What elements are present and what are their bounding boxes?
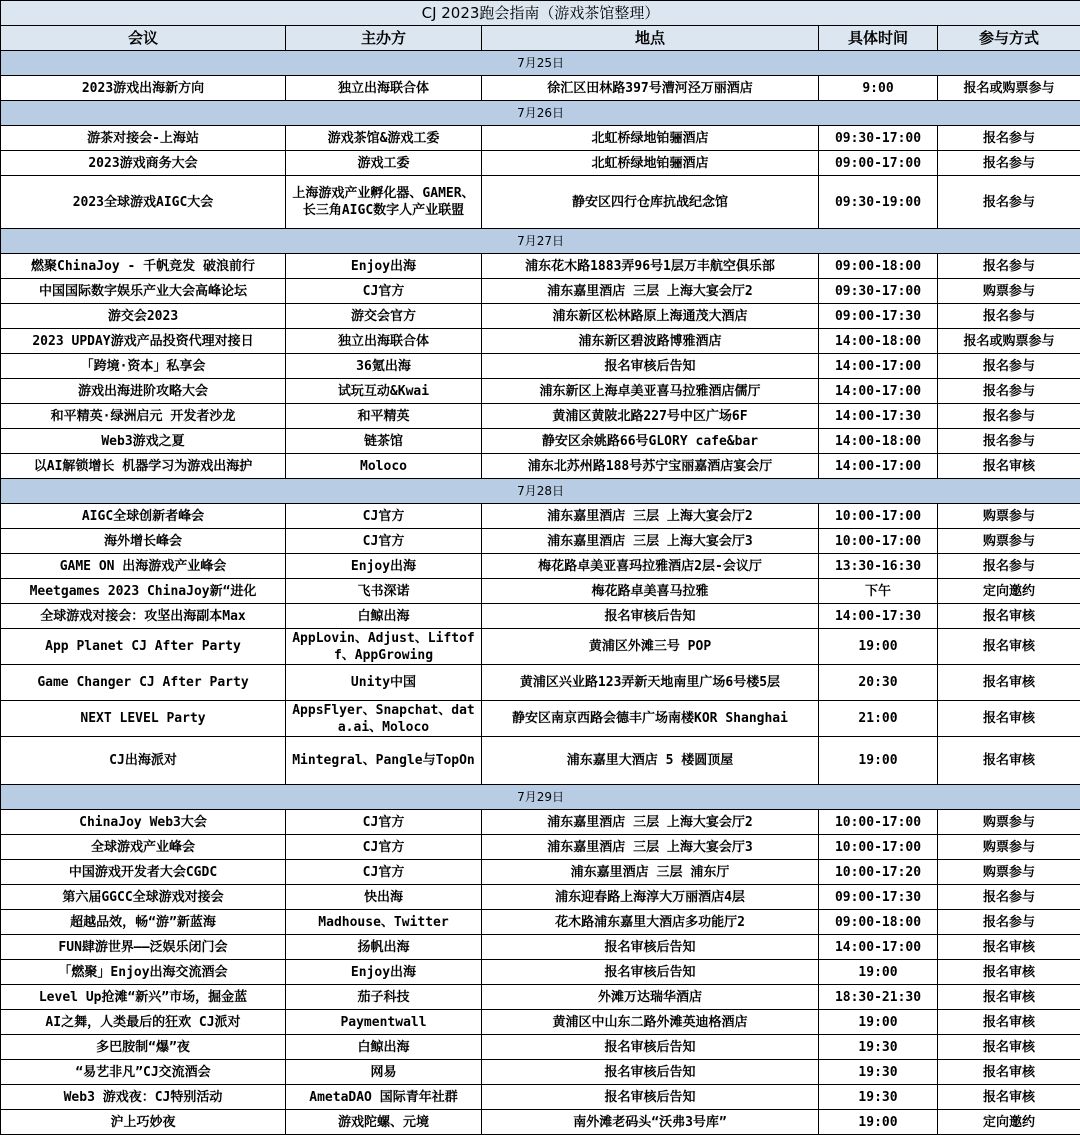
organizer-cell: 网易: [286, 1060, 482, 1085]
participation-cell: 购票参与: [938, 835, 1080, 860]
organizer-cell: 独立出海联合体: [286, 76, 482, 101]
date-label: 7月25日: [1, 51, 1080, 76]
participation-cell: 报名参与: [938, 126, 1080, 151]
organizer-cell: AmetaDAO 国际青年社群: [286, 1085, 482, 1110]
meeting-cell: AIGC全球创新者峰会: [1, 504, 286, 529]
date-row: [1, 229, 1080, 254]
participation-cell: 报名参与: [938, 354, 1080, 379]
date-label: 7月26日: [1, 101, 1080, 126]
organizer-cell: Madhouse、Twitter: [286, 910, 482, 935]
table-row: [1, 810, 1080, 835]
participation-cell: 报名参与: [938, 554, 1080, 579]
time-cell: 19:00: [819, 629, 938, 665]
meeting-cell: AI之舞，人类最后的狂欢 CJ派对: [1, 1010, 286, 1035]
organizer-cell: 白鲸出海: [286, 604, 482, 629]
table-row: [1, 304, 1080, 329]
table-row: [1, 960, 1080, 985]
meeting-cell: Game Changer CJ After Party: [1, 665, 286, 701]
meeting-cell: 燃聚ChinaJoy - 千帆竞发 破浪前行: [1, 254, 286, 279]
location-cell: 南外滩老码头“沃弗3号库”: [482, 1110, 819, 1135]
time-cell: 9:00: [819, 76, 938, 101]
time-cell: 14:00-17:00: [819, 935, 938, 960]
organizer-cell: 游戏茶馆&游戏工委: [286, 126, 482, 151]
participation-cell: 定向邀约: [938, 1110, 1080, 1135]
meeting-cell: 游茶对接会-上海站: [1, 126, 286, 151]
header-meeting: 会议: [1, 26, 286, 51]
location-cell: 黄浦区兴业路123弄新天地南里广场6号楼5层: [482, 665, 819, 701]
meeting-cell: 沪上巧妙夜: [1, 1110, 286, 1135]
time-cell: 10:00-17:00: [819, 835, 938, 860]
meeting-cell: NEXT LEVEL Party: [1, 701, 286, 737]
table-row: [1, 429, 1080, 454]
time-cell: 09:00-18:00: [819, 254, 938, 279]
participation-cell: 报名审核: [938, 1085, 1080, 1110]
date-row: [1, 479, 1080, 504]
participation-cell: 报名审核: [938, 454, 1080, 479]
header-location: 地点: [482, 26, 819, 51]
location-cell: 黄浦区中山东二路外滩英迪格酒店: [482, 1010, 819, 1035]
organizer-cell: 链茶馆: [286, 429, 482, 454]
table-row: [1, 579, 1080, 604]
time-cell: 18:30-21:30: [819, 985, 938, 1010]
organizer-cell: CJ官方: [286, 279, 482, 304]
title-row: [1, 1, 1080, 26]
organizer-cell: 游交会官方: [286, 304, 482, 329]
table-row: [1, 454, 1080, 479]
location-cell: 浦东嘉里酒店 三层 上海大宴会厅3: [482, 835, 819, 860]
time-cell: 20:30: [819, 665, 938, 701]
time-cell: 10:00-17:00: [819, 529, 938, 554]
meeting-cell: 和平精英·绿洲启元 开发者沙龙: [1, 404, 286, 429]
location-cell: 梅花路卓美亚喜玛拉雅酒店2层-会议厅: [482, 554, 819, 579]
location-cell: 报名审核后告知: [482, 1060, 819, 1085]
location-cell: 黄浦区黄陂北路227号中区广场6F: [482, 404, 819, 429]
meeting-cell: FUN肆游世界——泛娱乐闭门会: [1, 935, 286, 960]
organizer-cell: AppsFlyer、Snapchat、data.ai、Moloco: [286, 701, 482, 737]
organizer-cell: Paymentwall: [286, 1010, 482, 1035]
table-row: [1, 1035, 1080, 1060]
organizer-cell: 上海游戏产业孵化器、GAMER、长三角AIGC数字人产业联盟: [286, 176, 482, 229]
time-cell: 09:30-17:00: [819, 279, 938, 304]
time-cell: 09:00-17:00: [819, 151, 938, 176]
meeting-cell: 中国游戏开发者大会CGDC: [1, 860, 286, 885]
table-row: [1, 935, 1080, 960]
organizer-cell: CJ官方: [286, 810, 482, 835]
location-cell: 浦东北苏州路188号苏宁宝丽嘉酒店宴会厅: [482, 454, 819, 479]
location-cell: 梅花路卓美喜马拉雅: [482, 579, 819, 604]
location-cell: 浦东新区上海卓美亚喜马拉雅酒店儒厅: [482, 379, 819, 404]
time-cell: 14:00-17:00: [819, 354, 938, 379]
meeting-cell: 「跨境·资本」私享会: [1, 354, 286, 379]
time-cell: 19:00: [819, 1110, 938, 1135]
participation-cell: 报名参与: [938, 176, 1080, 229]
table-row: [1, 254, 1080, 279]
participation-cell: 报名审核: [938, 960, 1080, 985]
sheet-title: CJ 2023跑会指南（游戏茶馆整理）: [1, 1, 1080, 26]
header-participation: 参与方式: [938, 26, 1080, 51]
time-cell: 09:30-17:00: [819, 126, 938, 151]
table-row: [1, 76, 1080, 101]
table-row: [1, 504, 1080, 529]
meeting-cell: Web3 游戏夜：CJ特别活动: [1, 1085, 286, 1110]
time-cell: 13:30-16:30: [819, 554, 938, 579]
location-cell: 静安区余姚路66号GLORY cafe&bar: [482, 429, 819, 454]
organizer-cell: 飞书深诺: [286, 579, 482, 604]
table-row: [1, 737, 1080, 785]
meeting-cell: 多巴胺制“爆”夜: [1, 1035, 286, 1060]
time-cell: 21:00: [819, 701, 938, 737]
date-row: [1, 785, 1080, 810]
time-cell: 14:00-17:00: [819, 454, 938, 479]
time-cell: 10:00-17:00: [819, 810, 938, 835]
organizer-cell: 试玩互动&Kwai: [286, 379, 482, 404]
table-row: [1, 151, 1080, 176]
participation-cell: 报名参与: [938, 304, 1080, 329]
participation-cell: 报名参与: [938, 910, 1080, 935]
participation-cell: 报名参与: [938, 885, 1080, 910]
participation-cell: 购票参与: [938, 504, 1080, 529]
location-cell: 报名审核后告知: [482, 1085, 819, 1110]
participation-cell: 报名审核: [938, 604, 1080, 629]
table-row: [1, 885, 1080, 910]
location-cell: 黄浦区外滩三号 POP: [482, 629, 819, 665]
time-cell: 19:30: [819, 1060, 938, 1085]
table-row: [1, 529, 1080, 554]
time-cell: 19:00: [819, 737, 938, 785]
organizer-cell: Enjoy出海: [286, 254, 482, 279]
meeting-cell: Meetgames 2023 ChinaJoy新“进化: [1, 579, 286, 604]
participation-cell: 报名参与: [938, 429, 1080, 454]
table-row: [1, 354, 1080, 379]
organizer-cell: 扬帆出海: [286, 935, 482, 960]
meeting-cell: 海外增长峰会: [1, 529, 286, 554]
table-row: [1, 554, 1080, 579]
table-row: [1, 835, 1080, 860]
header-row: [1, 26, 1080, 51]
table-row: [1, 1110, 1080, 1135]
table-row: [1, 665, 1080, 701]
date-row: [1, 51, 1080, 76]
location-cell: 外滩万达瑞华酒店: [482, 985, 819, 1010]
location-cell: 报名审核后告知: [482, 960, 819, 985]
organizer-cell: Moloco: [286, 454, 482, 479]
organizer-cell: 游戏工委: [286, 151, 482, 176]
location-cell: 浦东嘉里酒店 三层 浦东厅: [482, 860, 819, 885]
participation-cell: 报名审核: [938, 629, 1080, 665]
meeting-cell: 以AI解锁增长 机器学习为游戏出海护: [1, 454, 286, 479]
location-cell: 浦东嘉里酒店 三层 上海大宴会厅3: [482, 529, 819, 554]
participation-cell: 报名审核: [938, 985, 1080, 1010]
organizer-cell: 36氪出海: [286, 354, 482, 379]
table-row: [1, 910, 1080, 935]
location-cell: 北虹桥绿地铂骊酒店: [482, 151, 819, 176]
date-row: [1, 101, 1080, 126]
participation-cell: 报名审核: [938, 1060, 1080, 1085]
table-row: [1, 379, 1080, 404]
table-row: [1, 604, 1080, 629]
time-cell: 19:30: [819, 1085, 938, 1110]
organizer-cell: AppLovin、Adjust、Liftoff、AppGrowing: [286, 629, 482, 665]
time-cell: 10:00-17:00: [819, 504, 938, 529]
organizer-cell: Enjoy出海: [286, 960, 482, 985]
location-cell: 花木路浦东嘉里大酒店多功能厅2: [482, 910, 819, 935]
table-row: [1, 985, 1080, 1010]
date-label: 7月29日: [1, 785, 1080, 810]
organizer-cell: CJ官方: [286, 504, 482, 529]
meeting-cell: 2023游戏商务大会: [1, 151, 286, 176]
organizer-cell: 茄子科技: [286, 985, 482, 1010]
meeting-cell: 第六届GGCC全球游戏对接会: [1, 885, 286, 910]
time-cell: 14:00-18:00: [819, 329, 938, 354]
location-cell: 徐汇区田林路397号漕河泾万丽酒店: [482, 76, 819, 101]
participation-cell: 购票参与: [938, 529, 1080, 554]
location-cell: 浦东新区碧波路博雅酒店: [482, 329, 819, 354]
participation-cell: 定向邀约: [938, 579, 1080, 604]
organizer-cell: 快出海: [286, 885, 482, 910]
organizer-cell: 游戏陀螺、元境: [286, 1110, 482, 1135]
location-cell: 浦东嘉里酒店 三层 上海大宴会厅2: [482, 504, 819, 529]
participation-cell: 报名参与: [938, 404, 1080, 429]
organizer-cell: CJ官方: [286, 860, 482, 885]
meeting-cell: ChinaJoy Web3大会: [1, 810, 286, 835]
location-cell: 浦东新区松林路原上海通茂大酒店: [482, 304, 819, 329]
organizer-cell: 白鲸出海: [286, 1035, 482, 1060]
meeting-cell: App Planet CJ After Party: [1, 629, 286, 665]
location-cell: 报名审核后告知: [482, 354, 819, 379]
table-row: [1, 176, 1080, 229]
meeting-cell: 2023全球游戏AIGC大会: [1, 176, 286, 229]
table-row: [1, 1085, 1080, 1110]
participation-cell: 报名审核: [938, 665, 1080, 701]
meeting-cell: 游交会2023: [1, 304, 286, 329]
table-row: [1, 629, 1080, 665]
table-row: [1, 279, 1080, 304]
location-cell: 报名审核后告知: [482, 935, 819, 960]
time-cell: 10:00-17:20: [819, 860, 938, 885]
location-cell: 浦东迎春路上海淳大万丽酒店4层: [482, 885, 819, 910]
location-cell: 浦东嘉里酒店 三层 上海大宴会厅2: [482, 810, 819, 835]
participation-cell: 报名审核: [938, 1035, 1080, 1060]
meeting-cell: Level Up抢滩“新兴”市场，掘金蓝: [1, 985, 286, 1010]
time-cell: 下午: [819, 579, 938, 604]
date-label: 7月27日: [1, 229, 1080, 254]
participation-cell: 购票参与: [938, 810, 1080, 835]
time-cell: 14:00-18:00: [819, 429, 938, 454]
date-label: 7月28日: [1, 479, 1080, 504]
header-organizer: 主办方: [286, 26, 482, 51]
meeting-cell: 全球游戏产业峰会: [1, 835, 286, 860]
table-row: [1, 701, 1080, 737]
table-row: [1, 329, 1080, 354]
location-cell: 浦东嘉里酒店 三层 上海大宴会厅2: [482, 279, 819, 304]
location-cell: 报名审核后告知: [482, 1035, 819, 1060]
meeting-cell: Web3游戏之夏: [1, 429, 286, 454]
participation-cell: 报名或购票参与: [938, 76, 1080, 101]
location-cell: 浦东嘉里大酒店 5 楼圆顶屋: [482, 737, 819, 785]
time-cell: 19:00: [819, 1010, 938, 1035]
meeting-cell: CJ出海派对: [1, 737, 286, 785]
location-cell: 北虹桥绿地铂骊酒店: [482, 126, 819, 151]
participation-cell: 报名参与: [938, 151, 1080, 176]
time-cell: 19:30: [819, 1035, 938, 1060]
participation-cell: 报名审核: [938, 737, 1080, 785]
location-cell: 浦东花木路1883弄96号1层万丰航空俱乐部: [482, 254, 819, 279]
meeting-cell: 2023 UPDAY游戏产品投资代理对接日: [1, 329, 286, 354]
table-row: [1, 1010, 1080, 1035]
location-cell: 报名审核后告知: [482, 604, 819, 629]
meeting-cell: 2023游戏出海新方向: [1, 76, 286, 101]
participation-cell: 报名审核: [938, 701, 1080, 737]
time-cell: 14:00-17:30: [819, 604, 938, 629]
participation-cell: 报名参与: [938, 254, 1080, 279]
participation-cell: 报名参与: [938, 379, 1080, 404]
meeting-cell: “易艺非凡”CJ交流酒会: [1, 1060, 286, 1085]
meeting-cell: GAME ON 出海游戏产业峰会: [1, 554, 286, 579]
participation-cell: 报名审核: [938, 935, 1080, 960]
location-cell: 静安区南京西路会德丰广场南楼KOR Shanghai: [482, 701, 819, 737]
meeting-cell: 中国国际数字娱乐产业大会高峰论坛: [1, 279, 286, 304]
participation-cell: 报名或购票参与: [938, 329, 1080, 354]
header-time: 具体时间: [819, 26, 938, 51]
organizer-cell: Enjoy出海: [286, 554, 482, 579]
time-cell: 09:00-17:30: [819, 885, 938, 910]
location-cell: 静安区四行仓库抗战纪念馆: [482, 176, 819, 229]
time-cell: 14:00-17:00: [819, 379, 938, 404]
meeting-cell: 「燃聚」Enjoy出海交流酒会: [1, 960, 286, 985]
time-cell: 19:00: [819, 960, 938, 985]
table-row: [1, 860, 1080, 885]
organizer-cell: 独立出海联合体: [286, 329, 482, 354]
table-row: [1, 404, 1080, 429]
organizer-cell: CJ官方: [286, 529, 482, 554]
participation-cell: 报名审核: [938, 1010, 1080, 1035]
table-row: [1, 1060, 1080, 1085]
meeting-cell: 游戏出海进阶攻略大会: [1, 379, 286, 404]
organizer-cell: Mintegral、Pangle与TopOn: [286, 737, 482, 785]
participation-cell: 购票参与: [938, 860, 1080, 885]
organizer-cell: CJ官方: [286, 835, 482, 860]
meeting-cell: 全球游戏对接会：攻坚出海副本Max: [1, 604, 286, 629]
time-cell: 09:00-17:30: [819, 304, 938, 329]
participation-cell: 购票参与: [938, 279, 1080, 304]
time-cell: 09:00-18:00: [819, 910, 938, 935]
table-row: [1, 126, 1080, 151]
organizer-cell: 和平精英: [286, 404, 482, 429]
time-cell: 14:00-17:30: [819, 404, 938, 429]
time-cell: 09:30-19:00: [819, 176, 938, 229]
organizer-cell: Unity中国: [286, 665, 482, 701]
meeting-cell: 超越品效，畅“游”新蓝海: [1, 910, 286, 935]
